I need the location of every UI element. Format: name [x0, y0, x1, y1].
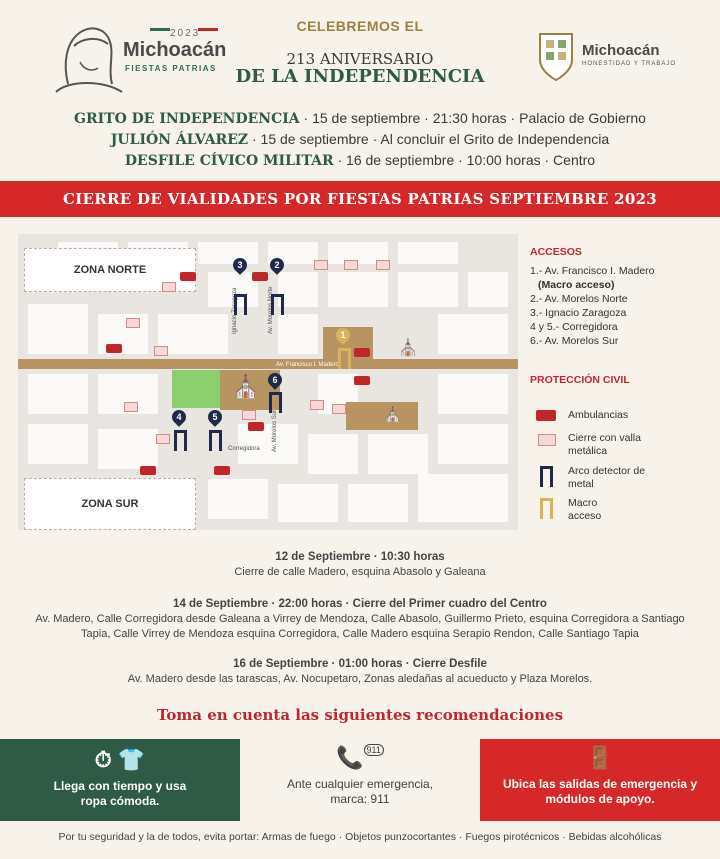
schedule-head: 16 de Septiembre · 01:00 horas · Cierre Desfile [233, 658, 487, 670]
recommendation-text: Ubica las salidas de emergencia y módulos de apoyo. [502, 777, 698, 806]
macro-access-arch-icon [338, 348, 351, 369]
event-title: JULIÓN ÁLVAREZ [110, 132, 249, 148]
phone-911-icon: 📞 $^{911}$ [240, 745, 480, 771]
recommendation-text: Llega con tiempo y usa ropa cómoda. [53, 779, 187, 808]
flag-red-stripe [198, 28, 218, 31]
marker-label: 6 [272, 375, 278, 385]
access-item: 3.- Ignacio Zaragoza [530, 307, 627, 319]
fence-icon [154, 346, 168, 356]
ambulance-icon [180, 272, 196, 281]
fence-icon [162, 282, 176, 292]
ambulance-icon [354, 348, 370, 357]
access-item: (Macro acceso) [538, 279, 615, 291]
metal-detector-arch-icon [174, 430, 187, 451]
fence-icon [310, 400, 324, 410]
recommendation-text: Ante cualquier emergencia, marca: 911 [286, 777, 434, 806]
street-label-madero: Av. Francisco I. Madero [276, 362, 339, 368]
gov-logo-subtitle: HONESTIDAD Y TRABAJO [582, 61, 677, 67]
schedule-body: Av. Madero desde las tarascas, Av. Nocupetaro, Zonas aledañas al acueducto y Plaza Morelos. [127, 673, 593, 685]
schedule-body: Av. Madero, Calle Corregidora desde Galeana a Virrey de Mendoza, Calle Abasolo, Guillermo Prieto, esquina Corregidora a Santiago Tapia, Calle Virrey de Mendoza esquina Corregidora, Calle Madero esquina Serapio Rendon, Calle Santiago Tapia [35, 613, 685, 640]
legend-label: Macro acceso [568, 497, 602, 522]
map-legend [530, 246, 720, 392]
cathedral-icon: ⛪ [232, 374, 260, 399]
schedule-head: 14 de Septiembre · 22:00 horas · Cierre del Primer cuadro del Centro [173, 598, 547, 610]
fence-icon [124, 402, 138, 412]
fence-icon [242, 410, 256, 420]
fence-icon [332, 404, 346, 414]
street-label-corregidora: Corregidora [228, 446, 260, 452]
recommendation-card-emergency [240, 739, 480, 821]
logo-year: 2023 [170, 28, 201, 39]
marker-label: 3 [237, 260, 243, 270]
michoacan-shield-icon [536, 26, 576, 82]
badge-911: 911 [364, 744, 384, 756]
recommendation-card-exit [480, 739, 720, 821]
access-item: 1.- Av. Francisco I. Madero [530, 265, 655, 277]
logo-subtitle: FIESTAS PATRIAS [125, 64, 217, 73]
legend-symbols [530, 404, 710, 530]
street-label-morelos-sur: Av. Morelos Sur [272, 409, 278, 452]
ambulance-icon [106, 344, 122, 353]
emergency-exit-icon: 🚪 [586, 745, 614, 770]
gov-logo-name: Michoacán [582, 42, 660, 59]
fence-icon [126, 318, 140, 328]
header-kicker: CELEBREMOS EL [296, 18, 424, 34]
footer-warning: Por tu seguridad y la de todos, evita portar: Armas de fuego · Objetos punzocortantes · Fuegos pirotécnicos · Bebidas alcohólicas [58, 831, 662, 843]
event-details: · 15 de septiembre · Al concluir el Grito de Independencia [248, 131, 610, 147]
schedule-item [0, 657, 720, 687]
ambulance-icon [252, 272, 268, 281]
marker-label: 2 [274, 260, 280, 270]
street-label-morelos-norte: Av. Morelos Norte [268, 286, 274, 334]
logo-name: Michoacán [123, 39, 227, 61]
hidalgo-portrait-icon [48, 14, 128, 94]
schedule-body: Cierre de calle Madero, esquina Abasolo y Galeana [234, 566, 486, 578]
ambulance-icon [536, 410, 556, 421]
schedule-head: 12 de Septiembre · 10:30 horas [275, 551, 445, 563]
event-details: · 15 de septiembre · 21:30 horas · Palacio de Gobierno [299, 110, 646, 126]
fence-icon [156, 434, 170, 444]
schedule-item [0, 597, 720, 642]
legend-label: Arco detector de metal [568, 465, 646, 490]
fence-icon [538, 434, 556, 446]
clock-shirt-icon: ⏱ 👕 [94, 747, 146, 772]
recommendation-card-time [0, 739, 240, 821]
madero-avenue [18, 359, 518, 369]
legend-label: Ambulancias [568, 409, 629, 421]
event-row [0, 108, 720, 129]
zone-north: ZONA NORTE [24, 248, 196, 292]
header-anniversary: 213 ANIVERSARIO [286, 50, 434, 68]
marker-label: 4 [176, 412, 182, 422]
ambulance-icon [140, 466, 156, 475]
flag-green-stripe [150, 28, 170, 31]
fence-icon [376, 260, 390, 270]
metal-detector-arch-icon [234, 294, 247, 315]
macro-access-arch-icon [540, 498, 553, 519]
metal-detector-arch-icon [540, 466, 553, 487]
road-closure-map [18, 234, 518, 530]
event-title: GRITO DE INDEPENDENCIA [74, 111, 300, 127]
fence-icon [314, 260, 328, 270]
proteccion-title: PROTECCIÓN CIVIL [530, 374, 630, 386]
palace-icon: ⛪ [398, 340, 418, 357]
ambulance-icon [214, 466, 230, 475]
header-title: DE LA INDEPENDENCIA [235, 66, 485, 87]
schedule-item [0, 550, 720, 580]
ambulance-icon [248, 422, 264, 431]
marker-label: 5 [212, 412, 218, 422]
access-item: 2.- Av. Morelos Norte [530, 293, 628, 305]
recommendations-title: Toma en cuenta las siguientes recomendaciones [156, 706, 564, 724]
event-title: DESFILE CÍVICO MILITAR [124, 153, 334, 169]
fence-icon [344, 260, 358, 270]
event-details: · 16 de septiembre · 10:00 horas · Centro [333, 152, 596, 168]
ambulance-icon [354, 376, 370, 385]
legend-label: Cierre con valla metálica [568, 432, 641, 457]
metal-detector-arch-icon [209, 430, 222, 451]
access-item: 4 y 5.- Corregidora [530, 321, 618, 333]
zone-south: ZONA SUR [24, 478, 196, 530]
accesos-title: ACCESOS [530, 246, 582, 258]
event-row [0, 150, 720, 171]
events-list [0, 108, 720, 171]
metal-detector-arch-icon [269, 392, 282, 413]
church-icon: ⛪ [384, 406, 402, 422]
metal-detector-arch-icon [271, 294, 284, 315]
event-row [0, 129, 720, 150]
marker-label: 1 [340, 330, 346, 340]
closures-banner: CIERRE DE VIALIDADES POR FIESTAS PATRIAS SEPTIEMBRE 2023 [0, 181, 720, 217]
street-label-zaragoza: Ignacio Zaragoza [232, 287, 238, 334]
access-item: 6.- Av. Morelos Sur [530, 335, 619, 347]
